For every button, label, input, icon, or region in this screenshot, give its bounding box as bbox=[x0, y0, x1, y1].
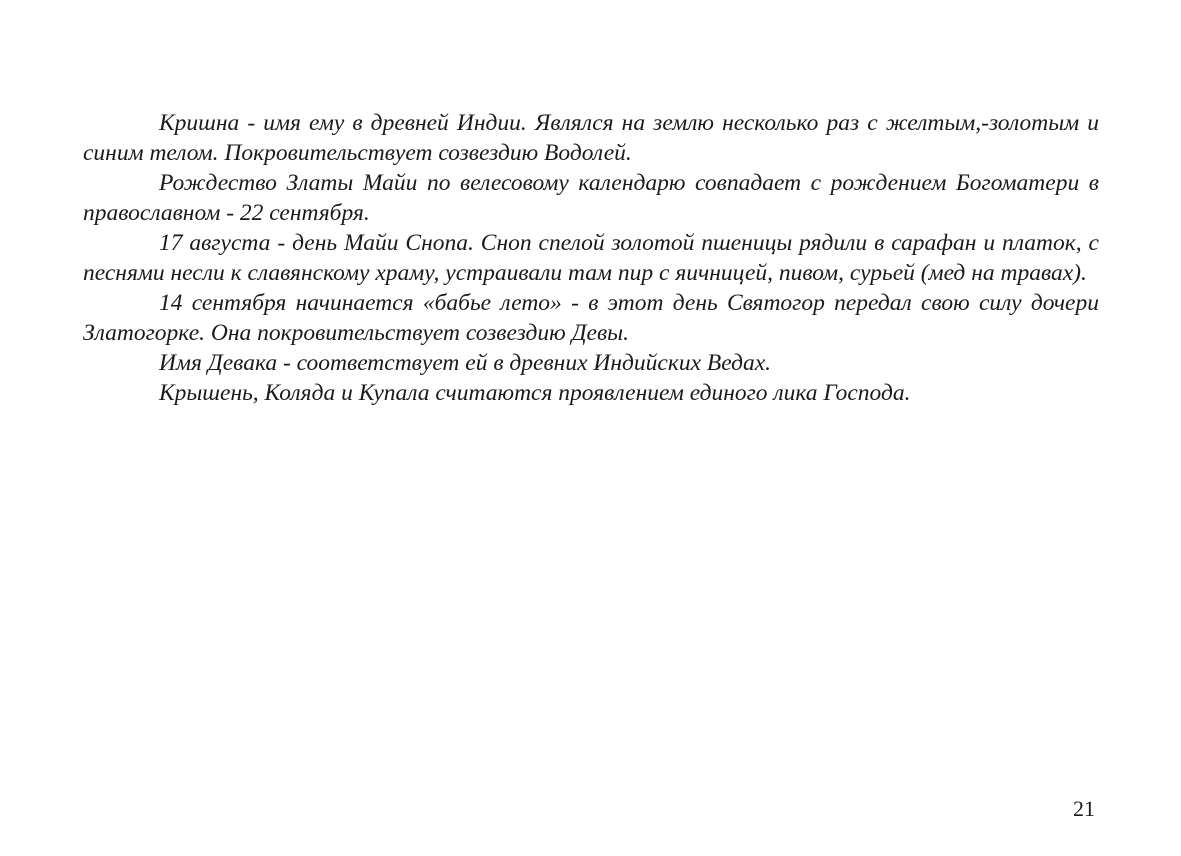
paragraph-devaka: Имя Девака - соответствует ей в древних Индийских Ведах. bbox=[159, 350, 772, 376]
page-number: 21 bbox=[1073, 796, 1095, 821]
paragraph-maya-snopa: 17 августа - день Майи Снопа. Сноп спелой золотой пшеницы рядили в сарафан и платок, с песнями несли к славянскому храму, устраивали там пир с яичницей, пивом, сурьей (мед на травах). bbox=[83, 230, 1099, 286]
paragraph-zlata-maya: Рождество Златы Майи по велесовому календарю совпадает с рождением Богоматери в православном - 22 сентября. bbox=[83, 170, 1099, 226]
paragraph-krishen: Крышень, Коляда и Купала считаются проявлением единого лика Господа. bbox=[159, 380, 911, 406]
paragraph-babye-leto: 14 сентября начинается «бабье лето» - в этот день Святогор передал свою силу дочери Златогорке. Она покровительствует созвездию Девы. bbox=[83, 290, 1099, 346]
body-text bbox=[83, 108, 1099, 408]
paragraph-krishna: Кришна - имя ему в древней Индии. Являлся на землю несколько раз с желтым,-золотым и синим телом. Покровительствует созвездию Водолей. bbox=[83, 110, 1099, 166]
